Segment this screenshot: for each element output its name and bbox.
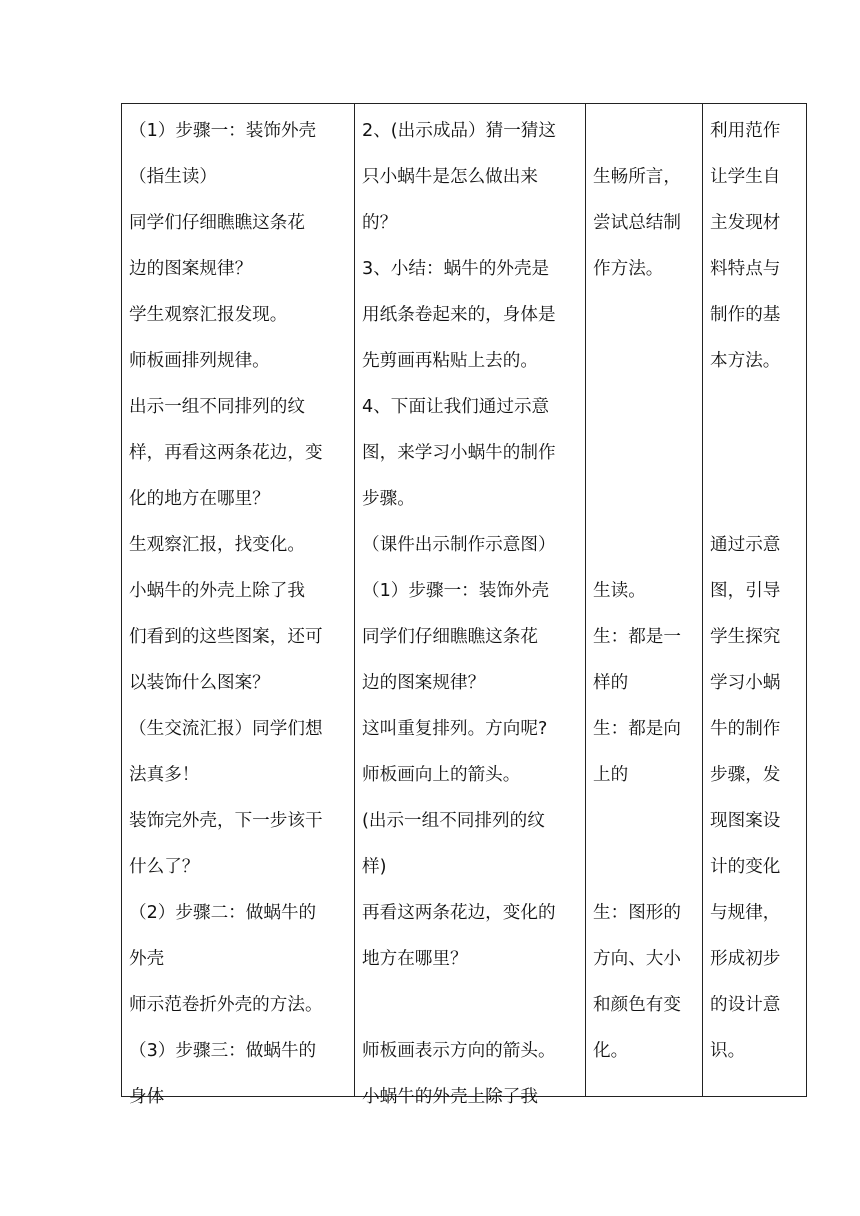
text-line: 利用范作: [710, 121, 781, 141]
text-line: [593, 338, 699, 384]
text-line: 边的图案规律？: [129, 259, 253, 279]
text-line: 地方在哪里？: [362, 949, 468, 969]
text-line: 的设计意: [710, 995, 781, 1015]
text-line: 与规律，: [710, 903, 781, 923]
teacher-activity-column: [129, 108, 351, 1120]
text-line: 生：都是向: [593, 719, 681, 739]
text-line: [593, 430, 699, 476]
text-line: 上的: [593, 765, 629, 785]
text-line: 让学生自: [710, 167, 781, 187]
text-line: 4、下面让我们通过示意: [362, 397, 550, 417]
text-line: 生读。: [593, 581, 646, 601]
text-line: 学生观察汇报发现。: [129, 305, 288, 325]
text-line: [593, 384, 699, 430]
text-line: （指生读）: [129, 167, 217, 187]
text-line: 作方法。: [593, 259, 664, 279]
text-line: (出示一组不同排列的纹: [362, 811, 545, 831]
student-activity-column: [593, 108, 699, 1074]
text-line: 形成初步: [710, 949, 781, 969]
text-line: 计的变化: [710, 857, 781, 877]
teaching-process-column: [362, 108, 582, 1120]
text-line: 同学们仔细瞧瞧这条花: [362, 627, 538, 647]
text-line: 身体: [129, 1087, 165, 1107]
text-line: （2）步骤二：做蜗牛的: [129, 903, 317, 923]
text-line: 小蜗牛的外壳上除了我: [362, 1087, 538, 1107]
text-line: [593, 476, 699, 522]
text-line: 尝试总结制: [593, 213, 681, 233]
text-line: 只小蜗牛是怎么做出来: [362, 167, 538, 187]
text-line: [710, 384, 802, 430]
text-line: [593, 522, 699, 568]
text-line: [593, 798, 699, 844]
text-line: （生交流汇报）同学们想: [129, 719, 323, 739]
text-line: 化。: [593, 1041, 629, 1061]
text-line: 边的图案规律？: [362, 673, 486, 693]
text-line: [593, 844, 699, 890]
text-line: 方向、大小: [593, 949, 681, 969]
text-line: 用纸条卷起来的，身体是: [362, 305, 556, 325]
text-line: 生：图形的: [593, 903, 681, 923]
text-line: 生：都是一: [593, 627, 681, 647]
text-line: 师板画排列规律。: [129, 351, 270, 371]
text-line: 步骤，发: [710, 765, 781, 785]
text-line: [593, 292, 699, 338]
text-line: 通过示意: [710, 535, 781, 555]
column-divider: [702, 104, 703, 1096]
text-line: 图，来学习小蜗牛的制作: [362, 443, 556, 463]
text-line: （1）步骤一：装饰外壳: [129, 121, 317, 141]
text-line: 生畅所言，: [593, 167, 681, 187]
text-line: 的？: [362, 213, 398, 233]
text-line: 料特点与: [710, 259, 781, 279]
column-divider: [354, 104, 355, 1096]
text-line: 和颜色有变: [593, 995, 681, 1015]
text-line: 这叫重复排列。方向呢?: [362, 719, 548, 739]
text-line: 图，引导: [710, 581, 781, 601]
text-line: 生观察汇报，找变化。: [129, 535, 305, 555]
text-line: 小蜗牛的外壳上除了我: [129, 581, 305, 601]
lesson-plan-table: [121, 103, 807, 1107]
text-line: 牛的制作: [710, 719, 781, 739]
text-line: 装饰完外壳，下一步该干: [129, 811, 323, 831]
text-line: 们看到的这些图案，还可: [129, 627, 323, 647]
text-line: （1）步骤一：装饰外壳: [362, 581, 550, 601]
column-divider: [585, 104, 586, 1096]
text-line: 样的: [593, 673, 629, 693]
text-line: 师板画向上的箭头。: [362, 765, 521, 785]
text-line: 外壳: [129, 949, 165, 969]
text-line: 以装饰什么图案？: [129, 673, 270, 693]
text-line: 先剪画再粘贴上去的。: [362, 351, 538, 371]
text-line: 现图案设: [710, 811, 781, 831]
text-line: 师示范卷折外壳的方法。: [129, 995, 323, 1015]
text-line: 化的地方在哪里？: [129, 489, 270, 509]
text-line: （课件出示制作示意图）: [362, 535, 556, 555]
text-line: 主发现材: [710, 213, 781, 233]
text-line: 什么了？: [129, 857, 200, 877]
text-line: 学生探究: [710, 627, 781, 647]
text-line: 师板画表示方向的箭头。: [362, 1041, 556, 1061]
text-line: 3、小结：蜗牛的外壳是: [362, 259, 550, 279]
text-line: [593, 108, 699, 154]
text-line: （3）步骤三：做蜗牛的: [129, 1041, 317, 1061]
text-line: [710, 430, 802, 476]
text-line: 本方法。: [710, 351, 781, 371]
text-line: 同学们仔细瞧瞧这条花: [129, 213, 305, 233]
text-line: 步骤。: [362, 489, 415, 509]
text-line: 法真多！: [129, 765, 200, 785]
design-intent-column: [710, 108, 802, 1074]
text-line: [710, 476, 802, 522]
text-line: [362, 982, 582, 1028]
text-line: 样): [362, 857, 387, 877]
text-line: 学习小蜗: [710, 673, 781, 693]
text-line: 识。: [710, 1041, 746, 1061]
text-line: 2、(出示成品）猜一猜这: [362, 121, 556, 141]
text-line: 制作的基: [710, 305, 781, 325]
text-line: 出示一组不同排列的纹: [129, 397, 305, 417]
text-line: 再看这两条花边，变化的: [362, 903, 556, 923]
text-line: 样，再看这两条花边，变: [129, 443, 323, 463]
